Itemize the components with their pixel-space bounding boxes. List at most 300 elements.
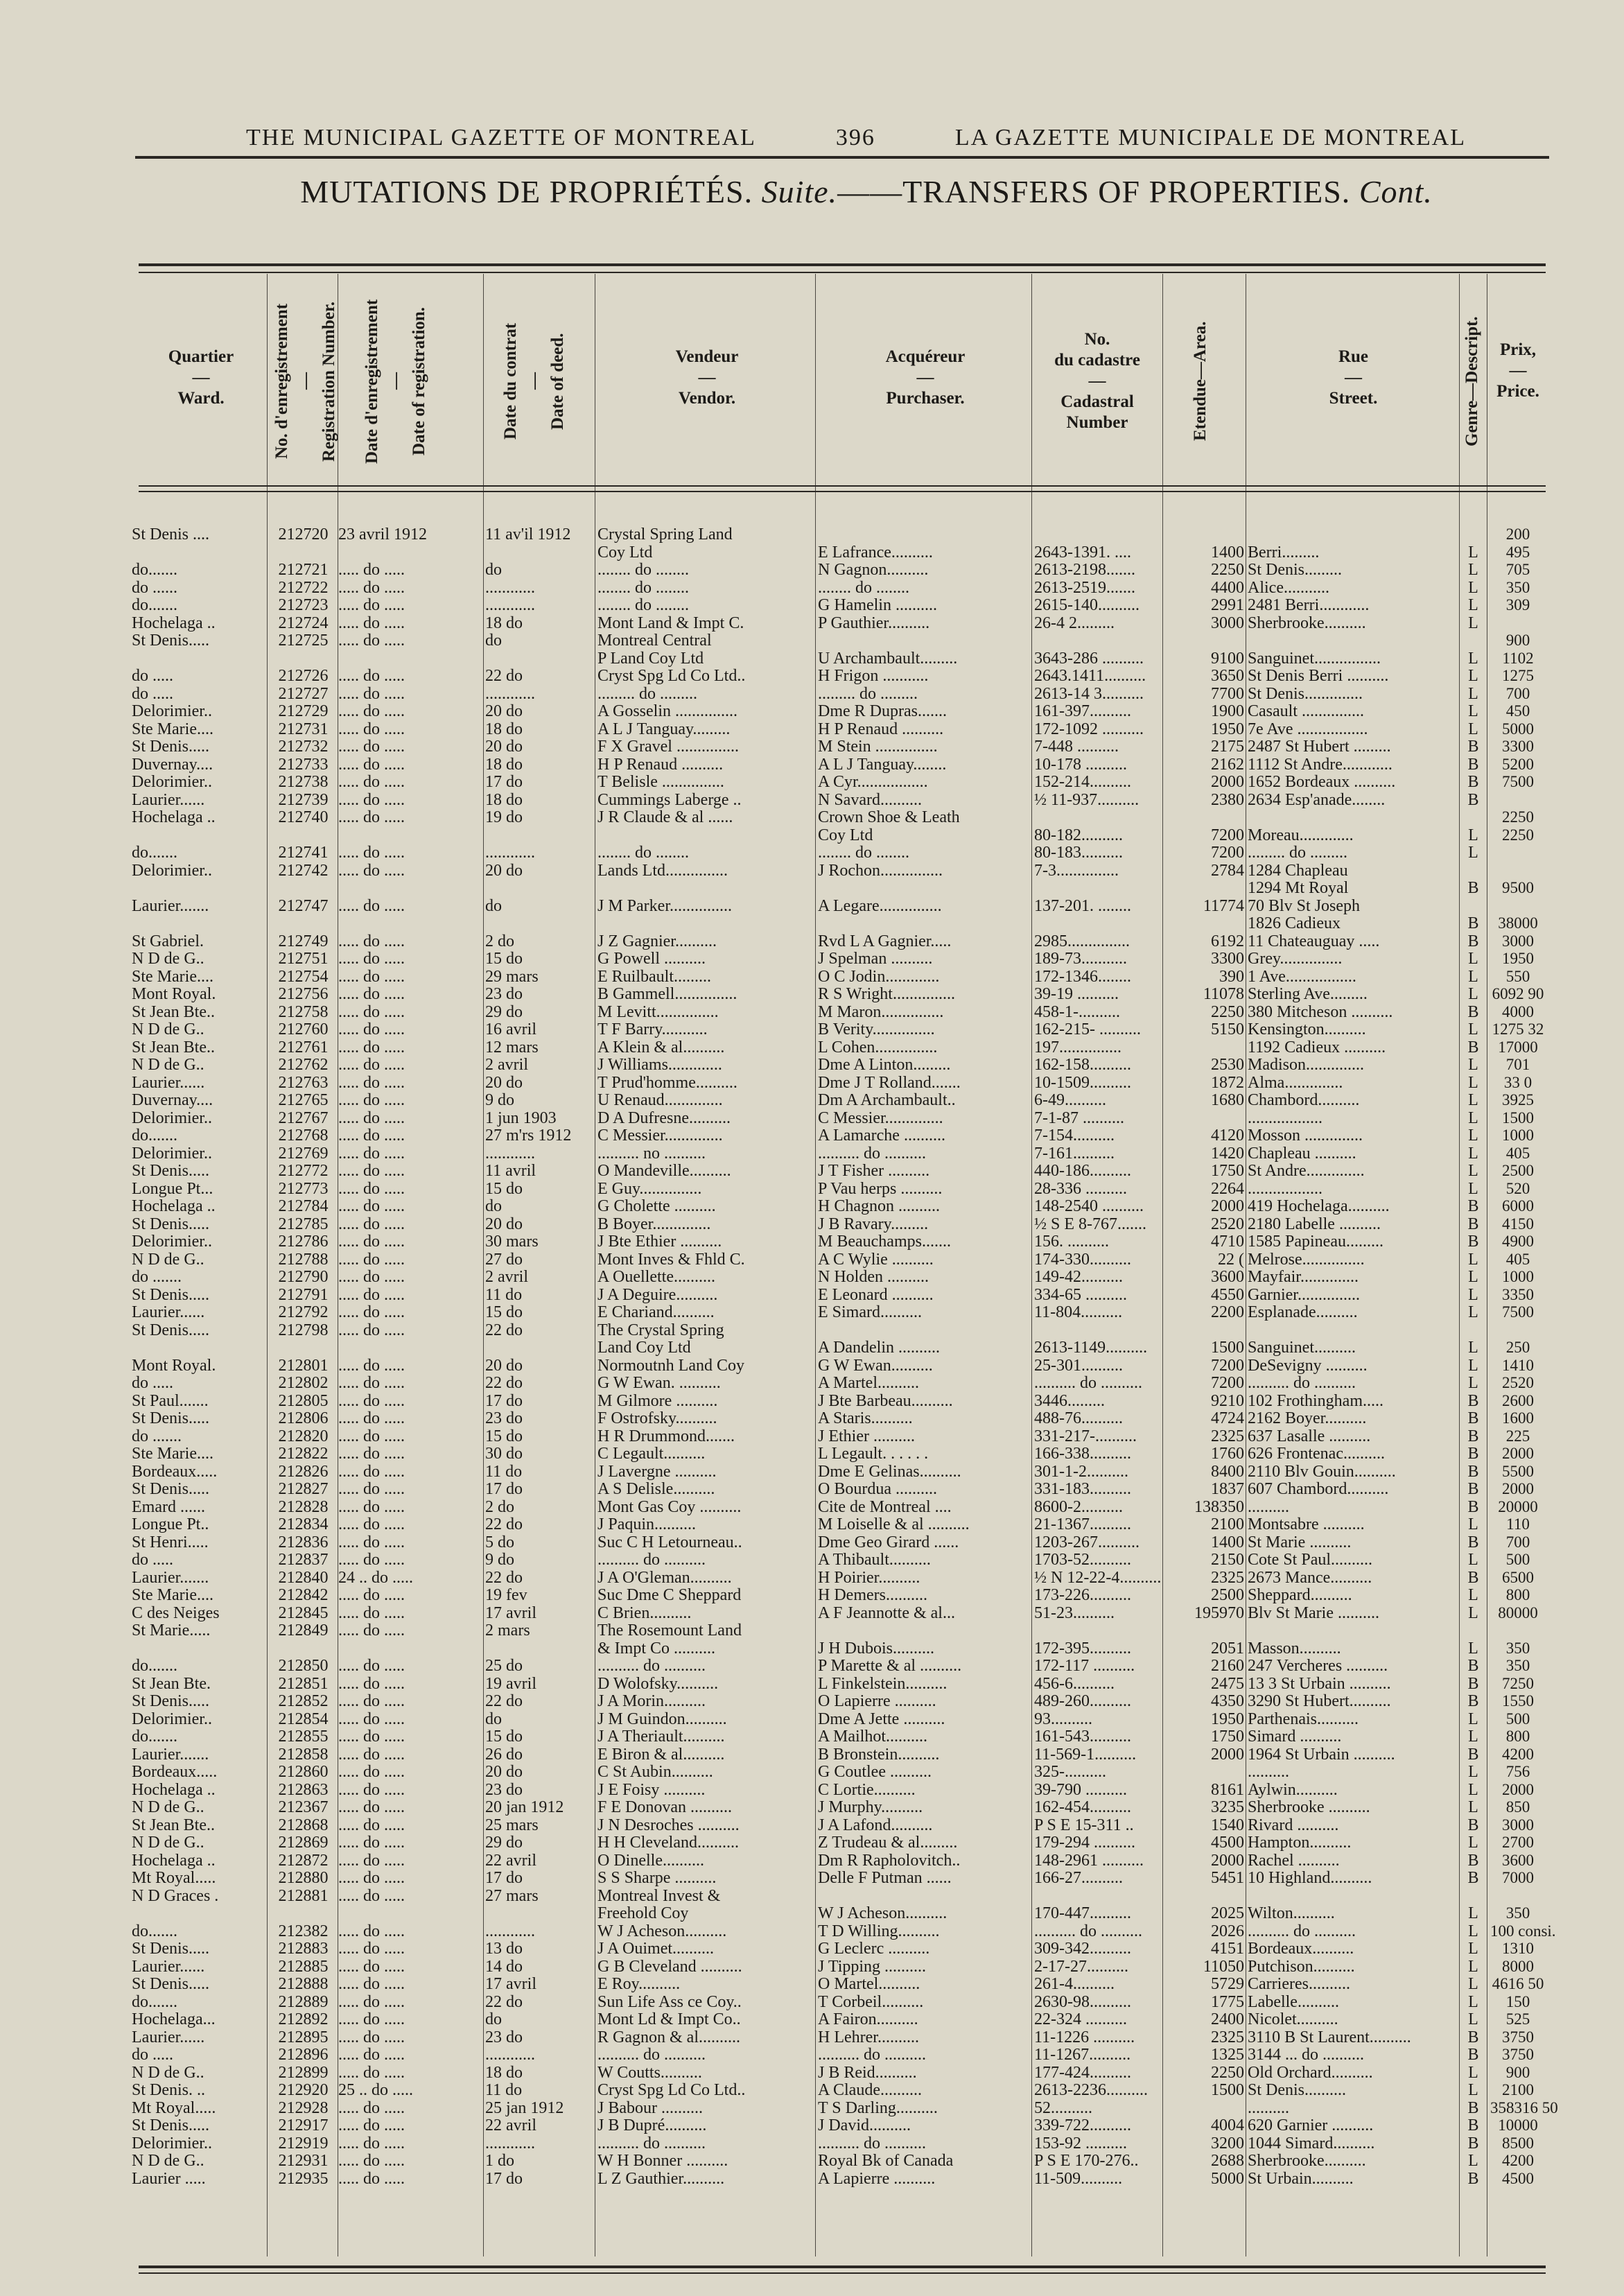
purchaser-cell: M Stein ............... — [818, 738, 938, 756]
registration-number-cell: 212883 — [278, 1940, 329, 1958]
table-row — [0, 1056, 1624, 1074]
deed-date-cell: 22 do — [485, 1374, 523, 1392]
registration-date-cell: ..... do ..... — [338, 1940, 405, 1958]
deed-date-cell: 20 do — [485, 702, 523, 720]
table-row — [0, 1427, 1624, 1445]
description-cell: B — [1467, 2116, 1479, 2134]
ward-cell: St Denis .... — [132, 525, 210, 543]
table-row — [0, 1904, 1624, 1922]
price-cell: 1275 — [1502, 667, 1534, 684]
area-cell: 2520 — [1211, 1215, 1244, 1233]
cadastral-number-cell: 189-73........... — [1034, 950, 1127, 968]
col-purchaser-header: Acquéreur — Purchaser. — [885, 347, 966, 408]
purchaser-cell: M Maron............... — [818, 1002, 944, 1021]
table-row — [0, 1109, 1624, 1127]
vendor-cell: G Cholette .......... — [597, 1197, 716, 1215]
table-row — [0, 932, 1624, 950]
price-cell: 3300 — [1502, 738, 1534, 755]
street-cell: 7e Ave ................. — [1248, 720, 1368, 738]
description-cell: L — [1468, 1639, 1478, 1658]
table-row — [0, 1480, 1624, 1498]
description-cell: L — [1468, 1374, 1478, 1392]
ward-cell: do....... — [132, 1657, 177, 1675]
vendor-cell: A Gosselin ............... — [597, 702, 738, 720]
table-row — [0, 862, 1624, 880]
description-cell: B — [1467, 1568, 1479, 1587]
ward-cell: do ....... — [132, 1427, 182, 1445]
price-cell: 2520 — [1502, 1374, 1534, 1391]
price-cell: 1102 — [1502, 649, 1534, 667]
registration-number-cell: 212836 — [278, 1533, 329, 1551]
street-cell: Sterling Ave......... — [1248, 985, 1368, 1003]
registration-date-cell: ..... do ..... — [338, 1497, 405, 1516]
purchaser-cell: T Corbeil.......... — [818, 1992, 924, 2011]
registration-number-cell: 212860 — [278, 1763, 329, 1781]
deed-date-cell: 20 do — [485, 1215, 523, 1233]
price-cell: 1310 — [1502, 1940, 1534, 1957]
area-cell: 1325 — [1211, 2046, 1244, 2064]
deed-date-cell: 11 do — [485, 2081, 523, 2099]
registration-date-cell: ..... do ..... — [338, 932, 405, 950]
street-cell: 2110 Blv Gouin.......... — [1248, 1462, 1396, 1481]
price-cell: 3925 — [1502, 1091, 1534, 1108]
vendor-cell: J N Desroches .......... — [597, 1816, 740, 1834]
price-cell: 900 — [1505, 632, 1530, 649]
street-cell: DeSevigny .......... — [1248, 1356, 1368, 1375]
description-cell: L — [1468, 1268, 1478, 1286]
description-cell: L — [1468, 844, 1478, 862]
purchaser-cell: G Hamelin .......... — [818, 596, 937, 614]
deed-date-cell: 15 do — [485, 1728, 523, 1746]
street-cell: Casault ............... — [1248, 702, 1364, 720]
table-row — [0, 1321, 1624, 1339]
cadastral-number-cell: 2613-14 3.......... — [1034, 684, 1144, 703]
deed-date-cell: 20 do — [485, 1763, 523, 1781]
street-cell: 1284 Chapleau — [1248, 861, 1348, 880]
price-cell: 150 — [1505, 1992, 1530, 2010]
registration-date-cell: ..... do ..... — [338, 1409, 405, 1427]
registration-date-cell: ..... do ..... — [338, 1480, 405, 1498]
cadastral-number-cell: 197............... — [1034, 1038, 1121, 1056]
registration-number-cell: 212806 — [278, 1409, 329, 1427]
cadastral-number-cell: 339-722.......... — [1034, 2116, 1131, 2134]
purchaser-cell: B Verity............... — [818, 1020, 935, 1038]
ward-cell: N D de G.. — [132, 2152, 204, 2170]
description-cell: L — [1468, 1586, 1478, 1604]
ward-cell: St Paul....... — [132, 1391, 209, 1410]
price-cell: 520 — [1505, 1179, 1530, 1197]
vendor-cell: E Roy.......... — [597, 1975, 681, 1993]
deed-date-cell: do — [485, 896, 502, 915]
area-cell: 195970 — [1194, 1603, 1244, 1622]
registration-date-cell: ..... do ..... — [338, 1020, 405, 1038]
deed-date-cell: 20 do — [485, 861, 523, 880]
table-row — [0, 1286, 1624, 1304]
vendor-cell: W J Acheson.......... — [597, 1922, 727, 1940]
ward-cell: Laurier...... — [132, 1303, 205, 1321]
cadastral-number-cell: 162-215- .......... — [1034, 1020, 1141, 1038]
registration-number-cell: 212792 — [278, 1303, 329, 1321]
ward-cell: St Denis. .. — [132, 2081, 206, 2099]
vendor-cell: M Levitt............... — [597, 1002, 719, 1021]
deed-date-cell: ............ — [485, 1144, 535, 1163]
price-cell: 6092 90 — [1492, 985, 1544, 1002]
area-cell: 1540 — [1211, 1816, 1244, 1834]
street-cell: Rivard .......... — [1248, 1816, 1339, 1834]
deed-date-cell: 18 do — [485, 2063, 523, 2082]
registration-number-cell: 212855 — [278, 1728, 329, 1746]
vendor-cell: The Rosemount Land — [597, 1621, 742, 1640]
registration-date-cell: ..... do ..... — [338, 861, 405, 880]
description-cell: L — [1468, 2152, 1478, 2170]
area-cell: 1760 — [1211, 1445, 1244, 1463]
price-cell: 2250 — [1502, 826, 1534, 844]
area-cell: 4004 — [1211, 2116, 1244, 2134]
cadastral-number-cell: 1703-52.......... — [1034, 1551, 1131, 1569]
area-cell: 3300 — [1211, 950, 1244, 968]
registration-date-cell: ..... do ..... — [338, 967, 405, 986]
purchaser-cell: C Lortie.......... — [818, 1780, 916, 1799]
street-cell: 11 Chateauguay ..... — [1248, 932, 1380, 950]
deed-date-cell: 25 do — [485, 1657, 523, 1675]
deed-date-cell: 20 do — [485, 1356, 523, 1375]
price-cell: 1600 — [1502, 1409, 1534, 1427]
table-row — [0, 950, 1624, 968]
price-cell: 700 — [1505, 684, 1530, 702]
description-cell: L — [1468, 684, 1478, 703]
table-row — [0, 650, 1624, 668]
price-cell: 7000 — [1502, 1869, 1534, 1886]
registration-number-cell: 212761 — [278, 1038, 329, 1056]
description-cell: B — [1467, 773, 1479, 791]
col-registration-date-header: Date d'enregistrement — Date of registration. — [363, 299, 428, 464]
registration-number-cell: 212723 — [278, 596, 329, 614]
street-cell: Montsabre .......... — [1248, 1515, 1365, 1533]
price-cell: 3000 — [1502, 1816, 1534, 1834]
purchaser-cell: M Loiselle & al .......... — [818, 1515, 970, 1533]
vendor-cell: Lands Ltd............... — [597, 861, 728, 880]
registration-number-cell: 212863 — [278, 1780, 329, 1799]
vendor-cell: J A O'Gleman.......... — [597, 1568, 732, 1587]
table-row — [0, 614, 1624, 632]
registration-number-cell: 212738 — [278, 773, 329, 791]
price-cell: 450 — [1505, 702, 1530, 720]
purchaser-cell: A C Wylie .......... — [818, 1250, 934, 1269]
area-cell: 5451 — [1211, 1869, 1244, 1887]
description-cell: B — [1467, 1462, 1479, 1481]
area-cell: 2530 — [1211, 1056, 1244, 1074]
purchaser-cell: A L J Tanguay........ — [818, 755, 947, 774]
vendor-cell: B Gammell............... — [597, 985, 737, 1003]
street-cell: .......... do .......... — [1248, 1374, 1356, 1392]
purchaser-cell: N Holden .......... — [818, 1268, 929, 1286]
purchaser-cell: N Savard.......... — [818, 790, 922, 809]
registration-date-cell: ..... do ..... — [338, 614, 405, 632]
registration-date-cell: ..... do ..... — [338, 896, 405, 915]
registration-date-cell: ..... do ..... — [338, 1162, 405, 1180]
title-fr: MUTATIONS DE PROPRIÉTÉS. — [300, 174, 753, 209]
vendor-cell: A S Delisle.......... — [597, 1480, 715, 1498]
deed-date-cell: 23 do — [485, 1780, 523, 1799]
street-cell: .......... — [1248, 1497, 1289, 1516]
ward-cell: Duvernay.... — [132, 1091, 213, 1109]
description-cell: B — [1467, 1197, 1479, 1215]
cadastral-number-cell: 3643-286 .......... — [1034, 649, 1144, 668]
vendor-cell: T Belisle ............... — [597, 773, 724, 791]
description-cell: L — [1468, 649, 1478, 668]
registration-number-cell: 212791 — [278, 1285, 329, 1304]
registration-number-cell: 212872 — [278, 1851, 329, 1870]
registration-date-cell: ..... do ..... — [338, 950, 405, 968]
table-row — [0, 1357, 1624, 1375]
vendor-cell: Mont Land & Impt C. — [597, 614, 744, 632]
description-cell: L — [1468, 1073, 1478, 1092]
table-row — [0, 2152, 1624, 2170]
description-cell: B — [1467, 1745, 1479, 1764]
ward-cell: Mont Royal. — [132, 1356, 216, 1375]
purchaser-cell: Dme A Jette .......... — [818, 1710, 945, 1728]
ward-cell: Hochelaga .. — [132, 1197, 216, 1215]
ward-cell: Delorimier.. — [132, 702, 212, 720]
header-rule — [135, 156, 1549, 159]
deed-date-cell: 15 do — [485, 1427, 523, 1445]
deed-date-cell: 2 do — [485, 1497, 514, 1516]
vendor-cell: J M Guindon.......... — [597, 1710, 727, 1728]
registration-number-cell: 212741 — [278, 844, 329, 862]
price-cell: 3000 — [1502, 932, 1534, 950]
ward-cell: Hochelaga .. — [132, 1851, 216, 1870]
cadastral-number-cell: 11-804.......... — [1034, 1303, 1123, 1321]
price-cell: 200 — [1505, 525, 1530, 543]
ward-cell: St Gabriel. — [132, 932, 204, 950]
area-cell: 2026 — [1211, 1922, 1244, 1940]
cadastral-number-cell: P S E 170-276.. — [1034, 2152, 1139, 2170]
registration-number-cell: 212917 — [278, 2116, 329, 2134]
cadastral-number-cell: 488-76.......... — [1034, 1409, 1123, 1427]
ward-cell: Longue Pt.. — [132, 1515, 209, 1533]
street-cell: Chambord.......... — [1248, 1091, 1360, 1109]
description-cell: B — [1467, 1657, 1479, 1675]
registration-date-cell: ..... do ..... — [338, 1091, 405, 1109]
description-cell: L — [1468, 614, 1478, 632]
table-row — [0, 738, 1624, 756]
registration-number-cell: 212784 — [278, 1197, 329, 1215]
street-cell: 1652 Bordeaux .......... — [1248, 773, 1396, 791]
ward-cell: St Henri..... — [132, 1533, 209, 1551]
registration-number-cell: 212869 — [278, 1834, 329, 1852]
registration-number-cell: 212802 — [278, 1374, 329, 1392]
vendor-cell: Land Coy Ltd — [597, 1339, 691, 1357]
deed-date-cell: 26 do — [485, 1745, 523, 1764]
street-cell: 607 Chambord.......... — [1248, 1480, 1389, 1498]
street-cell: St Denis Berri .......... — [1248, 667, 1389, 685]
cadastral-number-cell: .......... do .......... — [1034, 1922, 1142, 1940]
cadastral-number-cell: 149-42.......... — [1034, 1268, 1123, 1286]
registration-date-cell: ..... do ..... — [338, 1356, 405, 1375]
purchaser-cell: J David.......... — [818, 2116, 911, 2134]
registration-number-cell: 212899 — [278, 2063, 329, 2082]
description-cell: L — [1468, 1603, 1478, 1622]
purchaser-cell: J Spelman .......... — [818, 950, 933, 968]
registration-number-cell: 212740 — [278, 808, 329, 826]
table-row — [0, 1374, 1624, 1392]
deed-date-cell: 2 do — [485, 932, 514, 950]
vendor-cell: W H Bonner .......... — [597, 2152, 728, 2170]
area-cell: 1400 — [1211, 543, 1244, 562]
purchaser-cell: B Bronstein.......... — [818, 1745, 940, 1764]
deed-date-cell: 22 do — [485, 1692, 523, 1710]
street-cell: Hampton.......... — [1248, 1834, 1352, 1852]
price-cell: 350 — [1505, 578, 1530, 596]
col-cadastral-header: No. du cadastre — Cadastral Number — [1054, 330, 1140, 432]
ward-cell: St Denis..... — [132, 738, 210, 756]
cadastral-number-cell: P S E 15-311 .. — [1034, 1816, 1134, 1834]
area-cell: 2250 — [1211, 2063, 1244, 2082]
price-cell: 358316 50 — [1490, 2098, 1558, 2116]
deed-date-cell: 30 mars — [485, 1233, 539, 1251]
street-cell: Old Orchard.......... — [1248, 2063, 1373, 2082]
deed-date-cell: 17 do — [485, 1480, 523, 1498]
cadastral-number-cell: 11-1267.......... — [1034, 2046, 1131, 2064]
cadastral-number-cell: 7-448 .......... — [1034, 738, 1119, 756]
cadastral-number-cell: 80-182.......... — [1034, 826, 1123, 844]
street-cell: 10 Highland.......... — [1248, 1869, 1372, 1887]
registration-number-cell: 212732 — [278, 738, 329, 756]
ward-cell: Bordeaux..... — [132, 1763, 218, 1781]
registration-date-cell: ..... do ..... — [338, 1303, 405, 1321]
registration-number-cell: 212765 — [278, 1091, 329, 1109]
street-cell: St Andre.............. — [1248, 1162, 1365, 1180]
street-cell: Wilton.......... — [1248, 1904, 1335, 1922]
ward-cell: do ...... — [132, 578, 177, 597]
vendor-cell: J B Dupré.......... — [597, 2116, 707, 2134]
registration-date-cell: ..... do ..... — [338, 1780, 405, 1799]
table-row — [0, 1887, 1624, 1905]
registration-number-cell: 212725 — [278, 632, 329, 650]
ward-cell: C des Neiges — [132, 1603, 220, 1622]
street-cell: Mosson .............. — [1248, 1127, 1363, 1145]
registration-number-cell: 212798 — [278, 1321, 329, 1339]
ward-cell: do....... — [132, 1922, 177, 1940]
vendor-cell: J R Claude & al ...... — [597, 808, 733, 826]
area-cell: 5000 — [1211, 2169, 1244, 2188]
ward-cell: do....... — [132, 1728, 177, 1746]
street-cell: Rachel .......... — [1248, 1851, 1340, 1870]
area-cell: 9100 — [1211, 649, 1244, 668]
description-cell: L — [1468, 1710, 1478, 1728]
table-row — [0, 1091, 1624, 1109]
cadastral-number-cell: 153-92 .......... — [1034, 2134, 1127, 2152]
deed-date-cell: 29 do — [485, 1002, 523, 1021]
street-cell: Mayfair.............. — [1248, 1268, 1359, 1286]
table-row — [0, 1409, 1624, 1427]
price-cell: 4616 50 — [1492, 1975, 1544, 1992]
registration-number-cell: 212820 — [278, 1427, 329, 1445]
header-left: THE MUNICIPAL GAZETTE OF MONTREAL — [246, 125, 756, 150]
table-row — [0, 685, 1624, 703]
street-cell: 380 Mitcheson .......... — [1248, 1002, 1393, 1021]
description-cell: L — [1468, 1922, 1478, 1940]
price-cell: 8000 — [1502, 1957, 1534, 1975]
price-cell: 1000 — [1502, 1268, 1534, 1285]
vendor-cell: E Ruilbault......... — [597, 967, 711, 986]
purchaser-cell: R S Wright............... — [818, 985, 955, 1003]
deed-date-cell: 15 do — [485, 950, 523, 968]
vendor-cell: F X Gravel ............... — [597, 738, 739, 756]
deed-date-cell: ............ — [485, 578, 535, 597]
price-cell: 7500 — [1502, 773, 1534, 790]
vendor-cell: H H Cleveland.......... — [597, 1834, 739, 1852]
vendor-cell: J Bte Ethier .......... — [597, 1233, 722, 1251]
vendor-cell: G B Cleveland .......... — [597, 1957, 742, 1976]
area-cell: 2250 — [1211, 561, 1244, 579]
area-cell: 2025 — [1211, 1904, 1244, 1922]
deed-date-cell: 22 do — [485, 1515, 523, 1533]
price-cell: 3750 — [1502, 2046, 1534, 2063]
description-cell: L — [1468, 1975, 1478, 1993]
registration-number-cell: 212889 — [278, 1992, 329, 2011]
registration-date-cell: ..... do ..... — [338, 1586, 405, 1604]
table-row — [0, 879, 1624, 897]
purchaser-cell: Dme E Gelinas.......... — [818, 1462, 961, 1481]
registration-date-cell: ..... do ..... — [338, 1374, 405, 1392]
deed-date-cell: 5 do — [485, 1533, 514, 1551]
vendor-cell: Cryst Spg Ld Co Ltd.. — [597, 667, 746, 685]
registration-date-cell: ..... do ..... — [338, 1445, 405, 1463]
ward-cell: Delorimier.. — [132, 1144, 212, 1163]
table-row — [0, 1145, 1624, 1163]
cadastral-number-cell: 6-49.......... — [1034, 1091, 1106, 1109]
ward-cell: Delorimier.. — [132, 2134, 212, 2152]
vendor-cell: D A Dufresne.......... — [597, 1108, 731, 1127]
table-row — [0, 1940, 1624, 1958]
purchaser-cell: .......... do .......... — [818, 1144, 926, 1163]
cadastral-number-cell: 21-1367.......... — [1034, 1515, 1131, 1533]
street-cell: Sherbrooke.......... — [1248, 614, 1366, 632]
area-cell: 3650 — [1211, 667, 1244, 685]
ward-cell: do ..... — [132, 1374, 173, 1392]
ward-cell: Laurier...... — [132, 790, 205, 809]
vendor-cell: U Renaud.............. — [597, 1091, 723, 1109]
cadastral-number-cell: 325-.......... — [1034, 1763, 1106, 1781]
registration-number-cell: 212756 — [278, 985, 329, 1003]
purchaser-cell: O Martel.......... — [818, 1975, 920, 1993]
col-vendor-header: Vendeur — Vendor. — [675, 347, 739, 408]
description-cell: B — [1467, 1038, 1479, 1056]
table-row — [0, 2116, 1624, 2134]
vendor-cell: J A Ouimet.......... — [597, 1940, 715, 1958]
registration-date-cell: ..... do ..... — [338, 1462, 405, 1481]
deed-date-cell: 27 mars — [485, 1886, 539, 1905]
area-cell: 8400 — [1211, 1462, 1244, 1481]
table-row — [0, 1268, 1624, 1286]
cadastral-number-cell: 331-217-.......... — [1034, 1427, 1137, 1445]
registration-date-cell: ..... do ..... — [338, 1957, 405, 1976]
price-cell: 350 — [1505, 1904, 1530, 1922]
price-cell: 5200 — [1502, 755, 1534, 773]
table-row — [0, 1763, 1624, 1781]
street-cell: St Denis.......... — [1248, 2081, 1347, 2099]
vendor-cell: C Legault.......... — [597, 1445, 706, 1463]
street-cell: .......... do .......... — [1248, 1922, 1356, 1940]
ward-cell: N D de G.. — [132, 1798, 204, 1816]
ward-cell: N D de G.. — [132, 950, 204, 968]
registration-number-cell: 212754 — [278, 967, 329, 986]
street-cell: 2162 Boyer.......... — [1248, 1409, 1367, 1427]
ward-cell: St Denis..... — [132, 1215, 210, 1233]
table-row — [0, 2064, 1624, 2082]
deed-date-cell: 2 avril — [485, 1268, 528, 1286]
